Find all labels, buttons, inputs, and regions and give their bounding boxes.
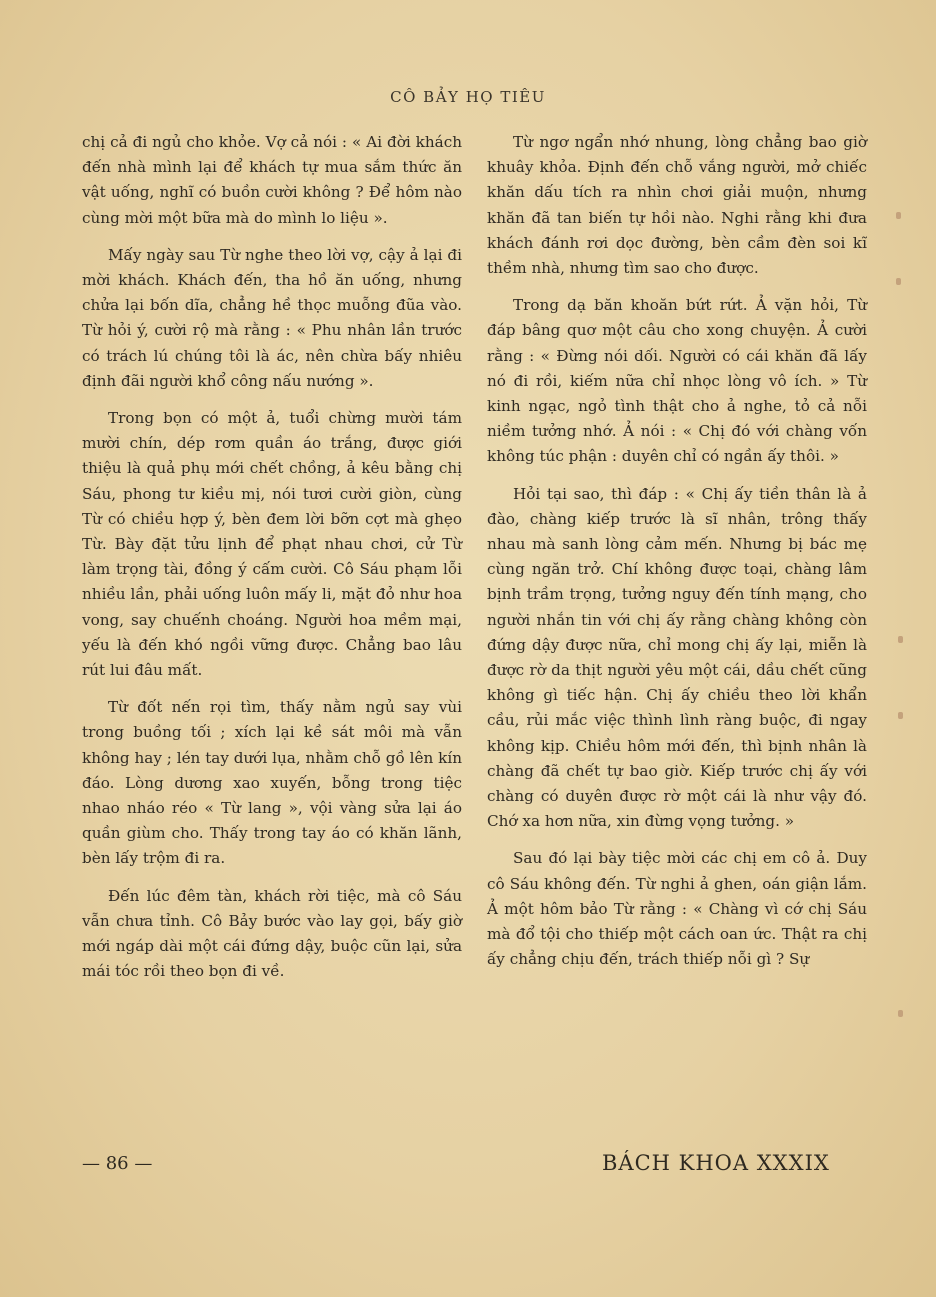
paragraph: Hỏi tại sao, thì đáp : « Chị ấy tiền thân là ả đào, chàng kiếp trước là sĩ nhân, trông thấy nhau mà sanh lòng cảm mến. Nhưng bị bác mẹ cùng ngăn trở. Chí không được toại, chàng lâm bịnh trầm trọng, tưởng nguy đến tính mạng, cho người nhắn tin với chị ấy rằng chàng không còn đứng dậy được nữa, chỉ mong chị ấy lại, miễn là được rờ da thịt người yêu một cái, dầu chết cũng không gì tiếc hận. Chị ấy chiều theo lời khẩn cầu, rủi mắc việc thình lình ràng buộc, đi ngay không kịp. Chiều hôm mới đến, thì bịnh nhân là chàng đã chết tự bao giờ. Kiếp trước chị ấy với chàng có duyên được rờ một cái là như vậy đó. Chớ xa hơn nữa, xin đừng vọng tưởng. » — [487, 484, 867, 831]
paragraph: Từ ngơ ngẩn nhớ nhung, lòng chẳng bao giờ khuây khỏa. Định đến chỗ vắng người, mở chiếc khăn dấu tích ra nhìn chơi giải muộn, nhưng khăn đã tan biến tự hồi nào. Nghi rằng khi đưa khách đánh rơi dọc đường, bèn cầm đèn soi kĩ thềm nhà, nhưng tìm sao cho được. — [487, 133, 867, 278]
paper-stain — [898, 1010, 903, 1017]
paragraph: Đến lúc đêm tàn, khách rời tiệc, mà cô Sáu vẫn chưa tỉnh. Cô Bảy bước vào lay gọi, bấy giờ mới ngáp dài một cái đứng dậy, buộc cũn lại, sửa mái tóc rồi theo bọn đi về. — [82, 886, 462, 981]
paper-stain — [896, 212, 901, 219]
paper-stain — [896, 278, 901, 285]
paragraph: Trong bọn có một ả, tuổi chừng mười tám mười chín, dép rơm quần áo trắng, được giới thiệu là quả phụ mới chết chồng, ả kêu bằng chị Sáu, phong tư kiều mị, nói tươi cười giòn, cùng Từ có chiều hợp ý, bèn đem lời bỡn cợt mà ghẹo Từ. Bày đặt tửu lịnh để phạt nhau chơi, cử Từ làm trọng tài, đồng ý cấm cười. Cô Sáu phạm lỗi nhiều lần, phải uống luôn mấy li, mặt đỏ như hoa vong, say chuếnh choáng. Người hoa mềm mại, yếu là đến khó ngồi vững được. Chẳng bao lâu rút lui đâu mất. — [82, 409, 462, 680]
paragraph: Mấy ngày sau Từ nghe theo lời vợ, cậy ả lại đi mời khách. Khách đến, tha hồ ăn uống, nhưng chửa lại bốn dĩa, chẳng hề thọc muỗng đũa vào. Từ hỏi ý, cười rộ mà rằng : « Phu nhân lần trước có trách lú chúng tôi là ác, nên chừa bấy nhiêu định đãi người khổ công nấu nướng ». — [82, 245, 462, 390]
paper-stain — [898, 712, 903, 719]
paragraph: Trong dạ băn khoăn bứt rứt. Ả vặn hỏi, Từ đáp bâng quơ một câu cho xong chuyện. Ả cười rằng : « Đừng nói dối. Người có cái khăn đã lấy nó đi rồi, kiếm nữa chỉ nhọc lòng vô ích. » Từ kinh ngạc, ngỏ tình thật cho ả nghe, tỏ cả nỗi niềm tưởng nhớ. Ả nói : « Chị đó với chàng vốn không túc phận : duyên chỉ có ngần ấy thôi. » — [487, 296, 867, 466]
paragraph: Từ đốt nến rọi tìm, thấy nằm ngủ say vùi trong buồng tối ; xích lại kề sát môi mà vẫn không hay ; lén tay dưới lụa, nhằm chỗ gồ lên kín đáo. Lòng dương xao xuyến, bỗng trong tiệc nhao nháo réo « Từ lang », vội vàng sửa lại áo quần giùm cho. Thấy trong tay áo có khăn lãnh, bèn lấy trộm đi ra. — [82, 698, 462, 868]
magazine-footer: BÁCH KHOA XXXIX — [602, 1151, 830, 1175]
paper-stain — [898, 636, 903, 643]
paragraph: chị cả đi ngủ cho khỏe. Vợ cả nói : « Ai đời khách đến nhà mình lại để khách tự mua sắm thức ăn vật uống, nghĩ có buồn cười không ? Để hôm nào cùng mời một bữa mà do mình lo liệu ». — [82, 133, 462, 227]
paragraph: Sau đó lại bày tiệc mời các chị em cô ả. Duy cô Sáu không đến. Từ nghi ả ghen, oán giận lắm. Ả một hôm bảo Từ rằng : « Chàng vì cớ chị Sáu mà đổ tội cho thiếp một cách oan ức. Thật ra chị ấy chẳng chịu đến, trách thiếp nỗi gì ? Sự — [487, 849, 867, 969]
page-number: — 86 — — [82, 1153, 153, 1174]
left-column — [82, 130, 462, 997]
right-column — [487, 130, 867, 985]
running-header: CÔ BẢY HỌ TIÊU — [390, 88, 546, 106]
